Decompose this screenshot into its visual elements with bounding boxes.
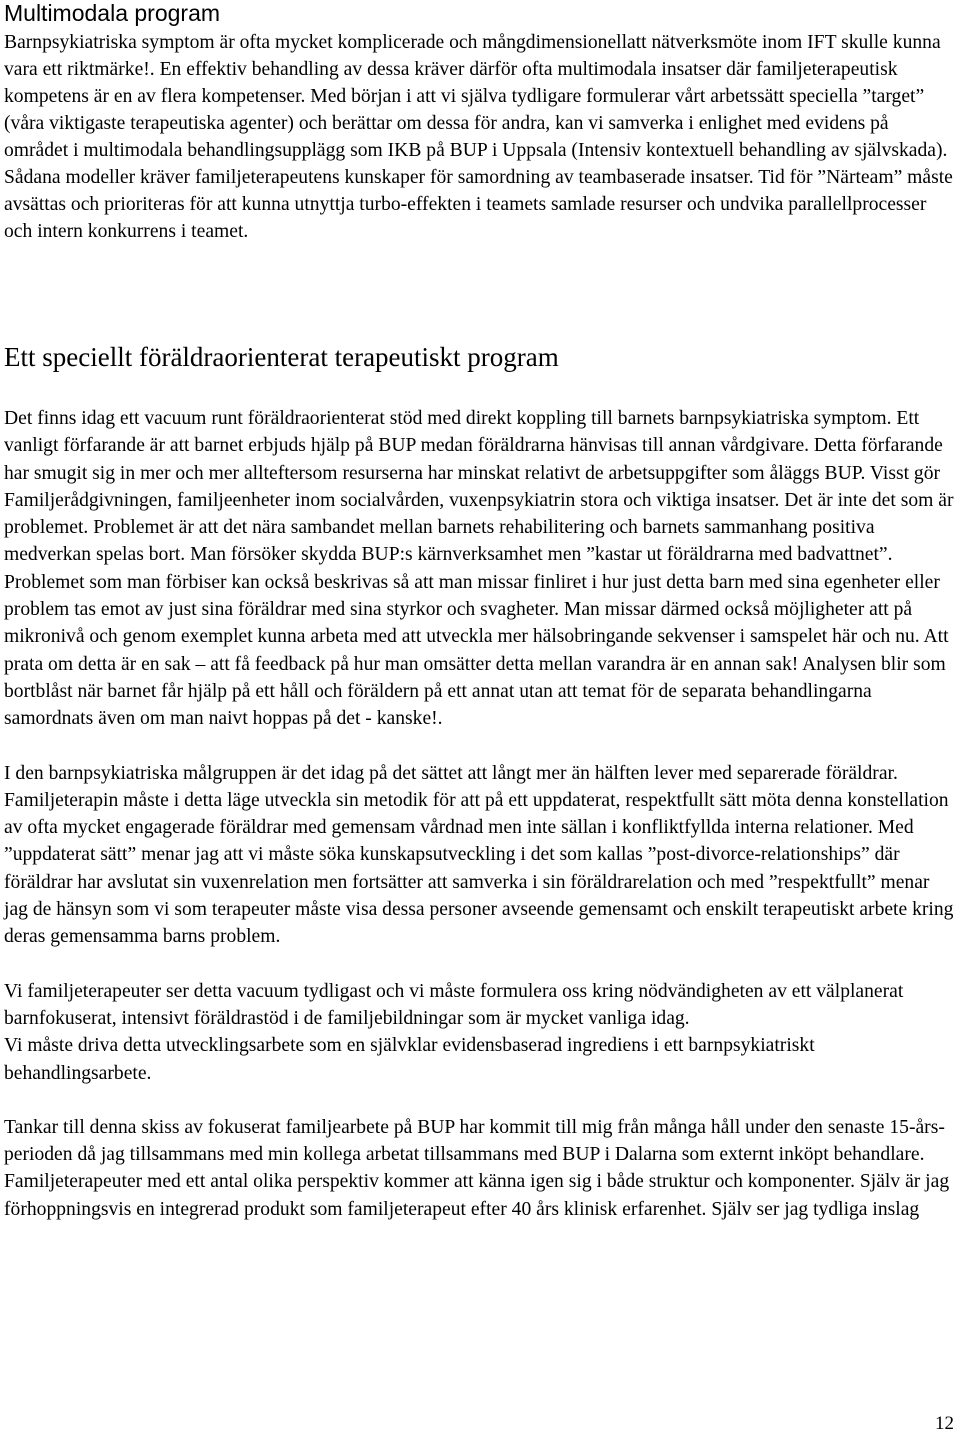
section-foraldraorienterat	[4, 405, 954, 1223]
paragraph: I den barnpsykiatriska målgruppen är det idag på det sättet att långt mer än hälften lever med separerade föräldrar. Familjeterapin måste i detta läge utveckla sin metodik för att på ett uppdaterat, respektfullt sätt möta denna konstellation av ofta mycket engagerade föräldrar med gemensam vårdnad men inte sällan i konfliktfyllda interna relationer. Med ”uppdaterat sätt” menar jag att vi måste söka kunskapsutveckling i det som kallas ”post-divorce-relationships” där föräldrar har avslutat sin vuxenrelation men fortsätter att samverka i sin föräldrarelation och med ”respektfullt” menar jag de hänsyn som vi som terapeuter måste visa dessa personer avseende gemensamt och enskilt terapeutiskt arbete kring deras gemensamma barns problem.	[4, 762, 954, 948]
section-heading: Ett speciellt föräldraorienterat terapeutiskt program	[4, 342, 559, 372]
paragraph: Tankar till denna skiss av fokuserat familjearbete på BUP har kommit till mig från många håll under den senaste 15-års-perioden då jag tillsammans med min kollega arbetat tillsammans med BUP i Dalarna som externt inköpt behandlare. Familjeterapeuter med ett antal olika perspektiv kommer att känna igen sig i både struktur och komponenter. Själv är jag förhoppningsvis en integrerad produkt som familjeterapeut efter 40 års klinisk erfarenhet. Själv ser jag tydliga inslag	[4, 1116, 950, 1220]
page-number: 12	[935, 1413, 954, 1434]
paragraph: Vi måste driva detta utvecklingsarbete som en självklar evidensbaserad ingrediens i ett barnpsykiatriskt behandlingsarbete.	[4, 1035, 815, 1084]
paragraph: Det finns idag ett vacuum runt föräldraorienterat stöd med direkt koppling till barnets barnpsykiatriska symptom. Ett vanligt förfarande är att barnet erbjuds hjälp på BUP medan föräldrarna hänvisas till annan vårdgivare. Detta förfarande har smugit sig in mer och mer allteftersom resurserna har minskat relativt de arbetsuppgifter som åläggs BUP. Visst gör Familjerådgivningen, familjeenheter inom socialvården, vuxenpsykiatrin stora och viktiga insatser. Det är inte det som är problemet. Problemet är att det nära sambandet mellan barnets rehabilitering och barnets sammanhang positiva medverkan spelas bort. Man försöker skydda BUP:s kärnverksamhet men ”kastar ut föräldrarna med badvattnet”. Problemet som man förbiser kan också beskrivas så att man missar finliret i hur just detta barn med sina egenheter eller problem tas emot av just sina föräldrar med sina styrkor och svagheter. Man missar därmed också möjligheter att på mikronivå och genom exemplet kunna arbeta med att utveckla mer hälsobringande sekvenser i samspelet här och nu. Att prata om detta är en sak – att få feedback på hur man omsätter detta mellan varandra är en annan sak! Analysen blir som bortblåst när barnet får hjälp på ett håll och föräldern på ett annat utan att temat för de separata behandlingarna samordnats även om man naivt hoppas på det - kanske!.	[4, 408, 954, 730]
section-heading: Multimodala program	[4, 0, 221, 26]
section-multimodala	[4, 0, 954, 245]
paragraph: Barnpsykiatriska symptom är ofta mycket komplicerade och mångdimensionellatt nätverksmöte inom IFT skulle kunna vara ett riktmärke!. En effektiv behandling av dessa kräver därför ofta multimodala insatser där familjeterapeutisk kompetens är en av flera kompetenser. Med början i att vi själva tydligare formulerar vårt arbetssätt speciella ”target” (våra viktigaste terapeutiska agenter) och berättar om dessa för andra, kan vi samverka i enlighet med evidens på området i multimodala behandlingsupplägg som IKB på BUP i Uppsala (Intensiv kontextuell behandling av självskada). Sådana modeller kräver familjeterapeutens kunskaper för samordning av teambaserade insatser. Tid för ”Närteam” måste avsättas och prioriteras för att kunna utnyttja turbo-effekten i teamets samlade resurser och undvika parallellprocesser och intern konkurrens i teamet.	[4, 32, 953, 242]
paragraph: Vi familjeterapeuter ser detta vacuum tydligast och vi måste formulera oss kring nödvändigheten av ett välplanerat barnfokuserat, intensivt föräldrastöd i de familjebildningar som är mycket vanliga idag.	[4, 980, 904, 1029]
